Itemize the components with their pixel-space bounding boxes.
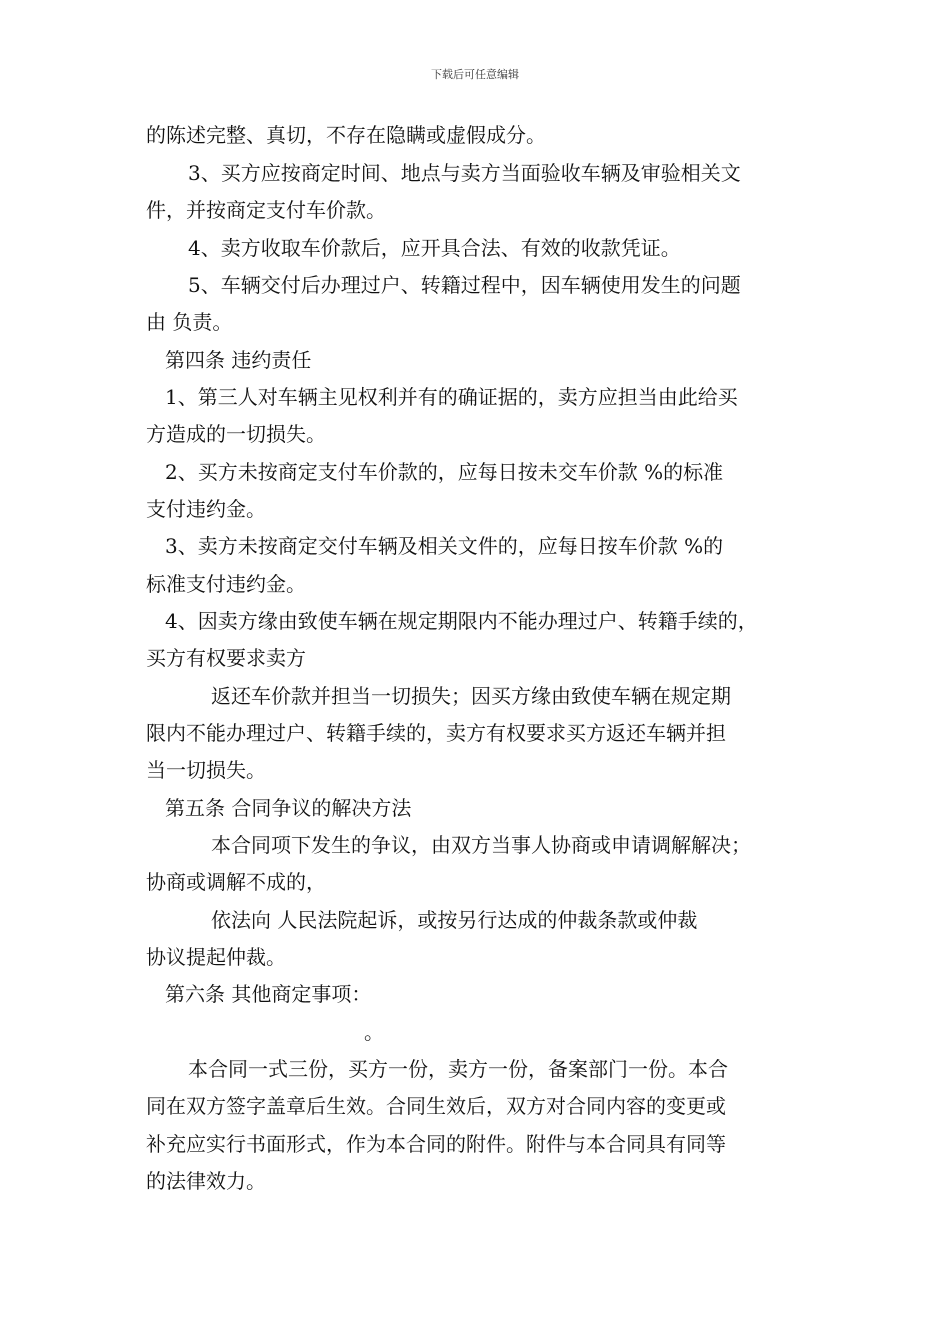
text-line: 依法向 人民法院起诉，或按另行达成的仲裁条款或仲裁: [211, 908, 698, 932]
text-line: 4、卖方收取车价款后，应开具合法、有效的收款凭证。: [188, 236, 681, 260]
text-line: 标准支付违约金。: [146, 572, 306, 596]
text-line: 补充应实行书面形式，作为本合同的附件。附件与本合同具有同等: [146, 1132, 726, 1156]
text-line: 买方有权要求卖方: [146, 646, 306, 670]
text-line: 本合同项下发生的争议，由双方当事人协商或申请调解解决；: [211, 833, 751, 857]
text-line: 1、第三人对车辆主见权利并有的确证据的，卖方应担当由此给买: [165, 385, 738, 409]
text-line: 返还车价款并担当一切损失；因买方缘由致使车辆在规定期: [211, 684, 731, 708]
text-line: 3、卖方未按商定交付车辆及相关文件的，应每日按车价款 %的: [165, 534, 724, 558]
text-line: 2、买方未按商定支付车价款的，应每日按未交车价款 %的标准: [165, 460, 724, 484]
text-line: 的陈述完整、真切，不存在隐瞒或虚假成分。: [146, 123, 546, 147]
text-line: 3、买方应按商定时间、地点与卖方当面验收车辆及审验相关文: [188, 161, 741, 185]
text-line: 协议提起仲裁。: [146, 945, 286, 969]
text-line: 。: [364, 1020, 384, 1044]
text-line: 由 负责。: [146, 310, 233, 334]
text-line: 同在双方签字盖章后生效。合同生效后，双方对合同内容的变更或: [146, 1094, 726, 1118]
text-line: 件，并按商定支付车价款。: [146, 198, 386, 222]
text-line: 4、因卖方缘由致使车辆在规定期限内不能办理过户、转籍手续的，: [165, 609, 758, 633]
text-line: 方造成的一切损失。: [146, 422, 326, 446]
text-line: 的法律效力。: [146, 1169, 266, 1193]
text-line: 当一切损失。: [146, 758, 266, 782]
section-heading: 第六条 其他商定事项：: [165, 982, 372, 1006]
page-header: 下载后可任意编辑: [431, 68, 519, 81]
text-line: 限内不能办理过户、转籍手续的，卖方有权要求买方返还车辆并担: [146, 721, 726, 745]
text-line: 本合同一式三份，买方一份，卖方一份，备案部门一份。本合: [188, 1057, 728, 1081]
text-line: 协商或调解不成的，: [146, 870, 326, 894]
text-line: 支付违约金。: [146, 497, 266, 521]
section-heading: 第五条 合同争议的解决方法: [165, 796, 412, 820]
section-heading: 第四条 违约责任: [165, 348, 312, 372]
text-line: 5、车辆交付后办理过户、转籍过程中，因车辆使用发生的问题: [188, 273, 741, 297]
